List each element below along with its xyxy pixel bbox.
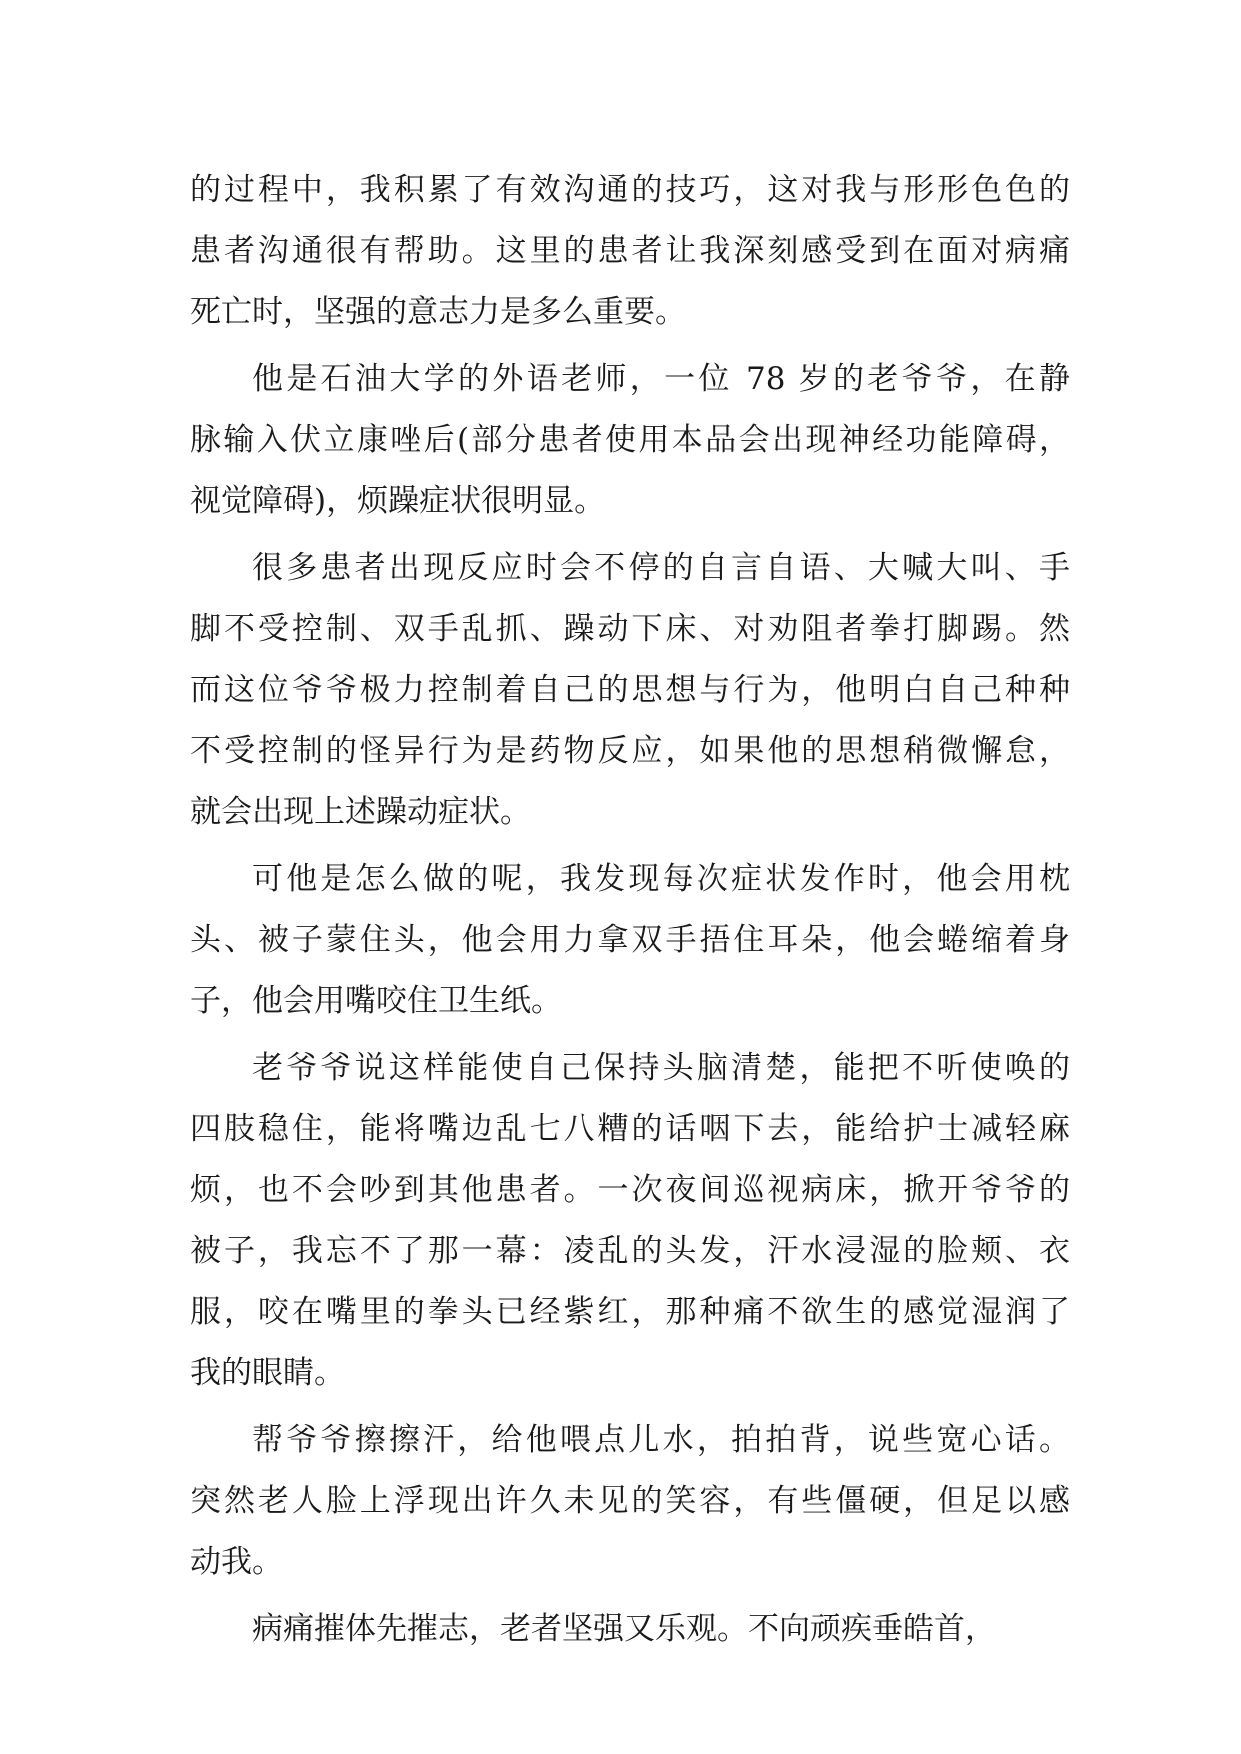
text-line: 动我。 [190, 1544, 283, 1580]
paragraph [190, 849, 1070, 1032]
text-line: 视觉障碍)，烦躁症状很明显。 [190, 483, 606, 519]
text-line: 而这位爷爷极力控制着自己的思想与行为，他明白自己种种 [190, 672, 1070, 708]
paragraph [190, 160, 1070, 343]
text-line: 我的眼睛。 [190, 1355, 345, 1391]
text-line: 可他是怎么做的呢，我发现每次症状发作时，他会用枕 [252, 861, 1070, 897]
text-line: 被子，我忘不了那一幕：凌乱的头发，汗水浸湿的脸颊、衣 [190, 1233, 1070, 1269]
text-line: 烦，也不会吵到其他患者。一次夜间巡视病床，掀开爷爷的 [190, 1172, 1070, 1208]
text-line: 死亡时，坚强的意志力是多么重要。 [190, 294, 686, 330]
text-line: 服，咬在嘴里的拳头已经紫红，那种痛不欲生的感觉湿润了 [190, 1294, 1070, 1330]
text-line: 很多患者出现反应时会不停的自言自语、大喊大叫、手 [252, 550, 1070, 586]
text-line: 子，他会用嘴咬住卫生纸。 [190, 983, 562, 1019]
text-line: 四肢稳住，能将嘴边乱七八糟的话咽下去，能给护士减轻麻 [190, 1111, 1070, 1147]
text-line: 头、被子蒙住头，他会用力拿双手捂住耳朵，他会蜷缩着身 [190, 922, 1070, 958]
text-line: 他是石油大学的外语老师，一位 78 岁的老爷爷，在静 [252, 361, 1070, 397]
paragraph [190, 1038, 1070, 1404]
text-line: 脚不受控制、双手乱抓、躁动下床、对劝阻者拳打脚踢。然 [190, 611, 1070, 647]
text-line: 就会出现上述躁动症状。 [190, 794, 531, 830]
body-text [190, 160, 1070, 1660]
paragraph [190, 1410, 1070, 1593]
paragraph [190, 538, 1070, 843]
text-line: 脉输入伏立康唑后(部分患者使用本品会出现神经功能障碍， [190, 422, 1070, 458]
text-line: 老爷爷说这样能使自己保持头脑清楚，能把不听使唤的 [252, 1050, 1070, 1086]
paragraph [190, 1599, 1070, 1660]
text-line: 不受控制的怪异行为是药物反应，如果他的思想稍微懈怠， [190, 733, 1070, 769]
paragraph [190, 349, 1070, 532]
text-line: 患者沟通很有帮助。这里的患者让我深刻感受到在面对病痛 [190, 233, 1070, 269]
text-line: 突然老人脸上浮现出许久未见的笑容，有些僵硬，但足以感 [190, 1483, 1070, 1519]
text-line: 的过程中，我积累了有效沟通的技巧，这对我与形形色色的 [190, 172, 1070, 208]
text-line: 病痛摧体先摧志，老者坚强又乐观。不向顽疾垂皓首， [252, 1611, 996, 1647]
text-line: 帮爷爷擦擦汗，给他喂点儿水，拍拍背，说些宽心话。 [252, 1422, 1070, 1458]
